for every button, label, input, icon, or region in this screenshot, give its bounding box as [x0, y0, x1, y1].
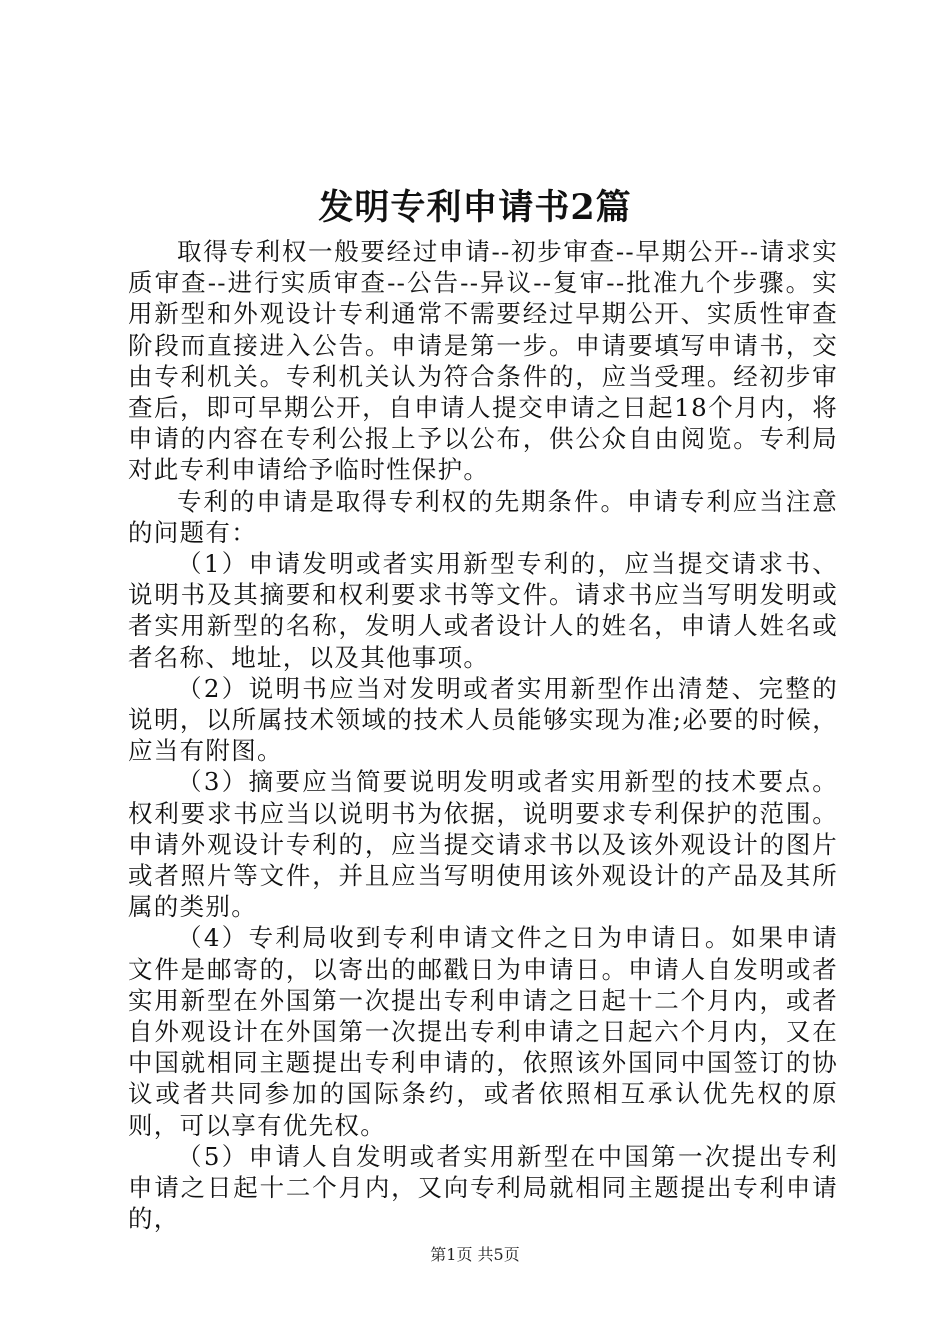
paragraph-item-2: （2）说明书应当对发明或者实用新型作出清楚、完整的说明，以所属技术领域的技术人员能够实现为准;必要的时候，应当有附图。 [128, 673, 838, 766]
page-footer: 第1页 共5页 [430, 1245, 520, 1264]
paragraph-conditions: 专利的申请是取得专利权的先期条件。申请专利应当注意的问题有： [128, 486, 838, 547]
document-title: 发明专利申请书2篇 [318, 187, 632, 228]
document-body [128, 236, 838, 1235]
paragraph-intro: 取得专利权一般要经过申请--初步审查--早期公开--请求实质审查--进行实质审查--公告--异议--复审--批准九个步骤。实用新型和外观设计专利通常不需要经过早期公开、实质性审查阶段而直接进入公告。申请是第一步。申请要填写申请书，交由专利机关。专利机关认为符合条件的，应当受理。经初步审查后，即可早期公开，自申请人提交申请之日起18个月内，将申请的内容在专利公报上予以公布，供公众自由阅览。专利局对此专利申请给予临时性保护。 [128, 237, 838, 485]
paragraph-item-3: （3）摘要应当简要说明发明或者实用新型的技术要点。权利要求书应当以说明书为依据，说明要求专利保护的范围。申请外观设计专利的，应当提交请求书以及该外观设计的图片或者照片等文件，并且应当写明使用该外观设计的产品及其所属的类别。 [128, 767, 838, 922]
paragraph-item-4: （4）专利局收到专利申请文件之日为申请日。如果申请文件是邮寄的，以寄出的邮戳日为申请日。申请人自发明或者实用新型在外国第一次提出专利申请之日起十二个月内，或者自外观设计在外国第一次提出专利申请之日起六个月内，又在中国就相同主题提出专利申请的，依照该外国同中国签订的协议或者共同参加的国际条约，或者依照相互承认优先权的原则，可以享有优先权。 [128, 923, 838, 1140]
paragraph-item-5: （5）申请人自发明或者实用新型在中国第一次提出专利申请之日起十二个月内，又向专利局就相同主题提出专利申请的， [128, 1141, 838, 1234]
paragraph-item-1: （1）申请发明或者实用新型专利的，应当提交请求书、说明书及其摘要和权利要求书等文件。请求书应当写明发明或者实用新型的名称，发明人或者设计人的姓名，申请人姓名或者名称、地址，以及其他事项。 [128, 549, 838, 672]
